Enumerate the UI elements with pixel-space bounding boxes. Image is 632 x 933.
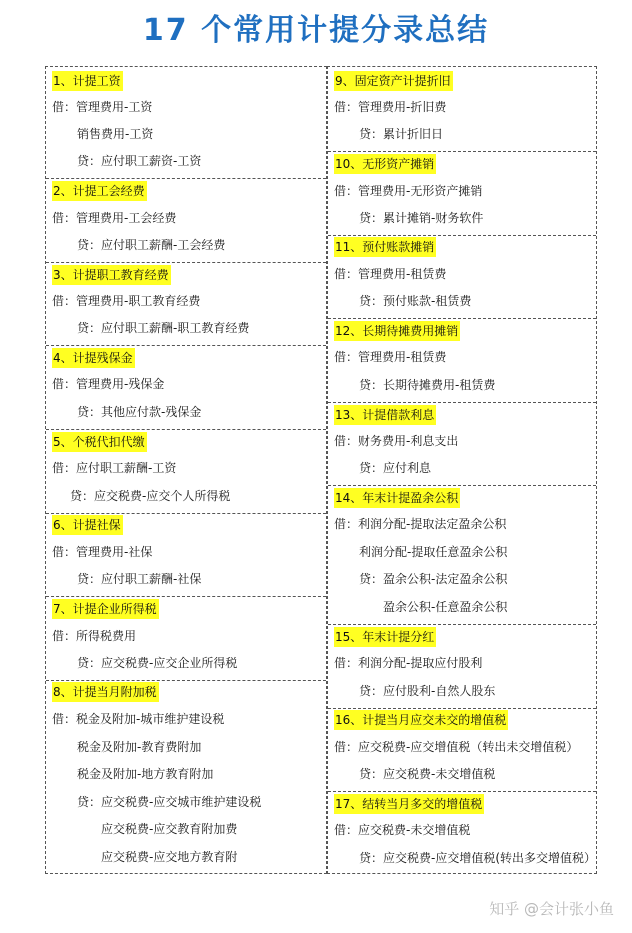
- section-heading: 6、计提社保: [52, 515, 123, 535]
- section-heading: 9、固定资产计提折旧: [334, 71, 453, 91]
- entry-line: 销售费用-工资: [77, 127, 154, 141]
- section-divider: [46, 262, 326, 263]
- entry-line: 贷：应付职工薪酬-工会经费: [77, 238, 226, 252]
- entry-line: 贷：应付利息: [359, 461, 432, 475]
- entry-line: 贷：应交税费-应交个人所得税: [70, 489, 231, 503]
- entry-line: 借：所得税费用: [52, 629, 137, 643]
- section-divider: [46, 345, 326, 346]
- entry-line: 借：管理费用-无形资产摊销: [334, 184, 483, 198]
- entry-line: 贷：应交税费-应交企业所得税: [77, 656, 238, 670]
- section-heading: 11、预付账款摊销: [334, 237, 436, 257]
- entry-line: 盈余公积-任意盈余公积: [383, 600, 508, 614]
- section-heading: 1、计提工资: [52, 71, 123, 91]
- section-heading: 3、计提职工教育经费: [52, 265, 171, 285]
- entry-line: 贷：累计摊销-财务软件: [359, 211, 484, 225]
- section-heading: 10、无形资产摊销: [334, 154, 436, 174]
- entry-line: 借：财务费用-利息支出: [334, 434, 459, 448]
- entry-line: 贷：长期待摊费用-租赁费: [359, 378, 496, 392]
- entry-line: 借：利润分配-提取应付股利: [334, 656, 483, 670]
- section-divider: [46, 513, 326, 514]
- entry-line: 贷：应付股利-自然人股东: [359, 684, 496, 698]
- entry-line: 贷：应交税费-应交增值税(转出多交增值税）: [359, 851, 597, 865]
- watermark: 知乎 @会计张小鱼: [489, 900, 614, 918]
- entry-line: 应交税费-应交教育附加费: [101, 822, 238, 836]
- entry-line: 贷：累计折旧日: [359, 127, 444, 141]
- entry-line: 借：应付职工薪酬-工资: [52, 461, 177, 475]
- section-heading: 16、计提当月应交未交的增值税: [334, 710, 508, 730]
- section-divider: [46, 680, 326, 681]
- section-heading: 2、计提工会经费: [52, 181, 147, 201]
- entry-line: 借：管理费用-折旧费: [334, 100, 447, 114]
- entry-line: 税金及附加-教育费附加: [77, 740, 202, 754]
- section-divider: [328, 151, 596, 152]
- section-heading: 13、计提借款利息: [334, 405, 436, 425]
- entry-line: 贷：应付职工薪酬-社保: [77, 572, 202, 586]
- entry-line: 借：管理费用-残保金: [52, 377, 165, 391]
- entry-line: 贷：应交税费-未交增值税: [359, 767, 496, 781]
- section-divider: [328, 485, 596, 486]
- entry-line: 借：管理费用-职工教育经费: [52, 294, 201, 308]
- entry-line: 借：管理费用-租赁费: [334, 267, 447, 281]
- page-title: 17 个常用计提分录总结: [142, 13, 490, 48]
- entry-line: 贷：应交税费-应交城市维护建设税: [77, 795, 262, 809]
- entry-line: 借：应交税费-未交增值税: [334, 823, 471, 837]
- entry-line: 贷：盈余公积-法定盈余公积: [359, 572, 508, 586]
- section-heading: 5、个税代扣代缴: [52, 432, 147, 452]
- entry-line: 借：管理费用-工资: [52, 100, 153, 114]
- entry-line: 税金及附加-地方教育附加: [77, 767, 214, 781]
- entry-line: 借：管理费用-社保: [52, 545, 153, 559]
- section-divider: [46, 429, 326, 430]
- section-divider: [328, 708, 596, 709]
- section-heading: 14、年末计提盈余公积: [334, 488, 460, 508]
- section-divider: [328, 318, 596, 319]
- section-heading: 17、结转当月多交的增值税: [334, 794, 484, 814]
- entry-line: 借：管理费用-工会经费: [52, 211, 177, 225]
- section-divider: [328, 235, 596, 236]
- entry-line: 借：应交税费-应交增值税（转出未交增值税）: [334, 740, 579, 754]
- section-divider: [328, 791, 596, 792]
- left-column: [45, 66, 327, 874]
- entry-line: 应交税费-应交地方教育附: [101, 850, 238, 864]
- section-divider: [328, 402, 596, 403]
- section-divider: [328, 624, 596, 625]
- entry-line: 借：管理费用-租赁费: [334, 350, 447, 364]
- entry-line: 贷：应付职工薪资-工资: [77, 154, 202, 168]
- section-heading: 4、计提残保金: [52, 348, 135, 368]
- section-heading: 8、计提当月附加税: [52, 682, 159, 702]
- section-heading: 7、计提企业所得税: [52, 599, 159, 619]
- entry-line: 借：利润分配-提取法定盈余公积: [334, 517, 507, 531]
- section-divider: [46, 596, 326, 597]
- entry-line: 借：税金及附加-城市维护建设税: [52, 712, 225, 726]
- right-column: [327, 66, 597, 874]
- entry-line: 利润分配-提取任意盈余公积: [359, 545, 508, 559]
- section-heading: 12、长期待摊费用摊销: [334, 321, 460, 341]
- entry-line: 贷：其他应付款-残保金: [77, 405, 202, 419]
- entry-line: 贷：预付账款-租赁费: [359, 294, 472, 308]
- section-heading: 15、年末计提分红: [334, 627, 436, 647]
- section-divider: [46, 178, 326, 179]
- entry-line: 贷：应付职工薪酬-职工教育经费: [77, 321, 250, 335]
